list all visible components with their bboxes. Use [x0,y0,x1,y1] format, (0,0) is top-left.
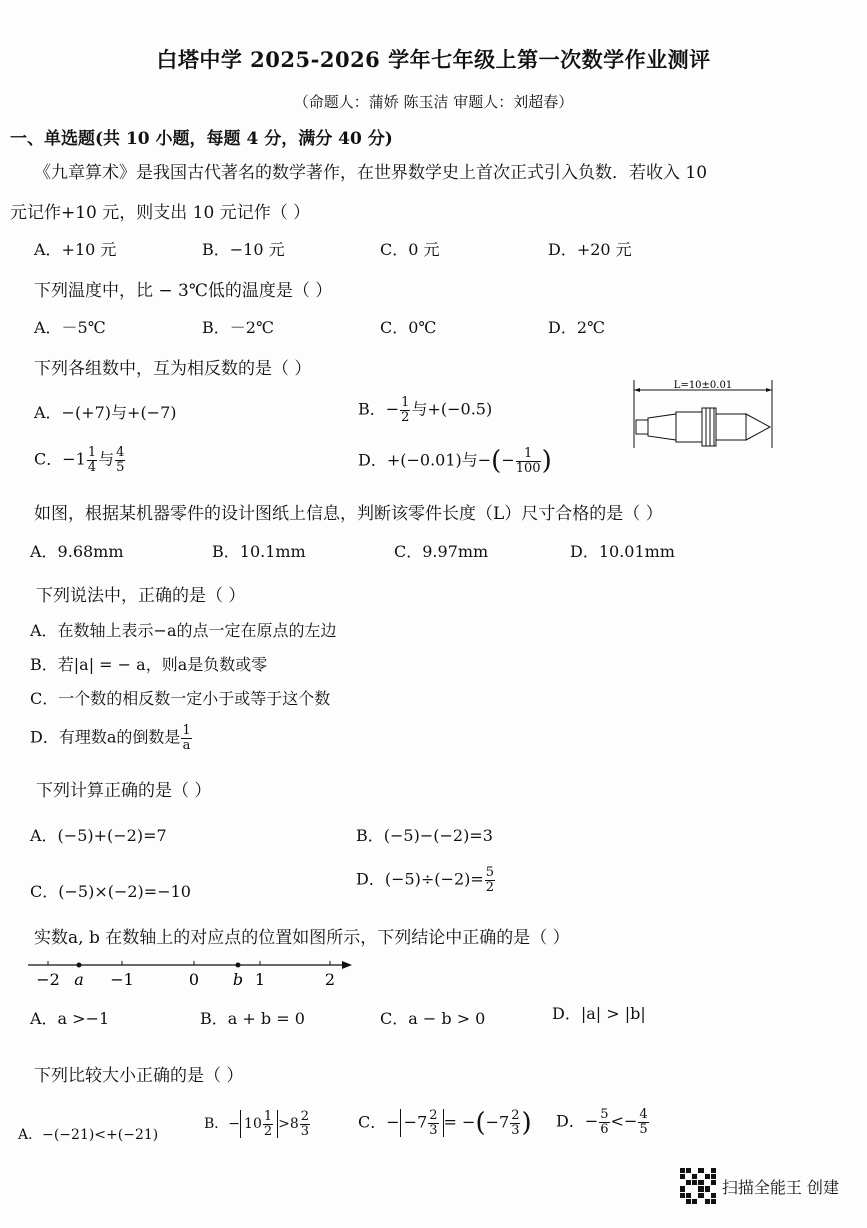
authors-line: （命题人：蒲娇 陈玉洁 审题人：刘超春） [293,93,574,111]
q8-b-den2: 3 [300,1123,310,1139]
q6-d-prefix: D．(−5)÷(−2)= [356,869,484,889]
q8-option-a: A．−(−21)<+(−21) [18,1127,159,1143]
q2-option-a: A．－5℃ [34,318,106,337]
q8-b-num: 1 [263,1109,273,1124]
q4-stem: 如图，根据某机器零件的设计图纸上信息，判断该零件长度（L）尺寸合格的是（ ） [34,504,663,524]
q5-d-den: a [182,737,191,753]
q3-d-minus: − [501,450,515,470]
tick-minus-1: −1 [110,970,134,989]
q5-stem: 下列说法中，正确的是（ ） [36,586,246,606]
q8-d-mid: <− [610,1111,638,1131]
q3-b-fraction [400,396,410,424]
q5-d-num: 1 [182,723,191,738]
q8-c-den: 3 [429,1122,438,1138]
q6-d-fraction [485,866,495,894]
q8-c-int2: −7 [485,1112,510,1132]
q6-option-a: A．(−5)+(−2)=7 [30,826,167,845]
q8-b-prefix: B．− [204,1116,241,1133]
q8-d-prefix: D．− [556,1111,599,1131]
q2-stem: 下列温度中，比 − 3℃低的温度是（ ） [34,281,333,301]
q8-b-mid: >8 [278,1116,299,1133]
machine-part-figure [628,378,778,456]
q8-option-d [556,1108,650,1136]
q1-stem-line1: 《九章算术》是我国古代著名的数学著作，在世界数学史上首次正式引入负数．若收入 10 [34,163,708,183]
q4-option-b: B．10.1mm [212,542,306,561]
q3-d-paren-right: ) [541,446,552,476]
q1-option-c: C．0 元 [380,240,440,259]
q7-option-d: D．|a| > |b| [552,1004,646,1023]
q1-option-d: D．+20 元 [548,240,632,259]
q6-stem: 下列计算正确的是（ ） [36,781,212,801]
q7-option-b: B．a + b = 0 [200,1009,305,1028]
qr-code-icon [680,1168,716,1204]
point-a-dot [77,963,82,968]
q6-option-b: B．(−5)−(−2)=3 [356,826,493,845]
q8-d-fraction [599,1108,609,1136]
q3-c-fraction2 [115,446,125,474]
point-a-label: a [74,970,84,989]
q8-c-num: 2 [429,1107,438,1123]
point-b-label: b [232,970,244,989]
q3-d-den: 100 [515,460,541,476]
q3-stem: 下列各组数中，互为相反数的是（ ） [34,359,312,379]
q5-option-d [30,724,193,752]
q3-d-fraction [516,447,541,475]
q2-option-d: D．2℃ [548,318,605,337]
tick-1: 1 [254,970,266,989]
q3-c-den2: 5 [116,459,125,475]
q3-c-prefix: C．−1 [34,449,86,469]
q8-stem: 下列比较大小正确的是（ ） [34,1066,244,1086]
q4-option-a: A．9.68mm [30,542,124,561]
q3-c-fraction1 [87,446,97,474]
q6-d-num: 5 [485,865,495,880]
q8-b-fraction2 [300,1110,310,1138]
q3-c-num1: 1 [87,445,97,460]
q5-d-prefix: D．有理数a的倒数是 [30,727,181,747]
tick-minus-2: −2 [36,970,60,989]
q3-c-den1: 4 [87,459,97,475]
q8-b-int: 10 [244,1116,262,1133]
q7-stem: 实数a, b 在数轴上的对应点的位置如图所示，下列结论中正确的是（ ） [34,928,570,948]
q3-d-num: 1 [516,447,541,462]
tick-0: 0 [188,970,200,989]
q3-option-c [34,446,126,474]
q3-option-a: A．−(+7)与+(−7) [34,403,177,422]
q5-option-c: C．一个数的相反数一定小于或等于这个数 [30,689,331,708]
q6-option-d [356,866,496,894]
scanner-watermark [680,1168,839,1204]
q3-c-num2: 4 [116,445,125,460]
q8-d-den2: 5 [639,1121,648,1137]
q8-b-fraction [263,1110,273,1138]
q8-c-prefix: C．− [358,1112,400,1132]
q8-option-b [204,1110,311,1138]
q3-d-prefix: D．+(−0.01)与− [358,450,492,470]
q3-d-paren-left: ( [491,446,502,476]
q6-d-den: 2 [485,879,495,895]
q2-option-b: B．－2℃ [202,318,274,337]
q8-c-fraction2 [510,1109,520,1137]
q8-c-int: −7 [403,1112,428,1132]
q3-b-num: 1 [401,395,410,410]
q8-b-num2: 2 [300,1109,310,1124]
q8-c-mid: = − [443,1112,476,1132]
q3-b-prefix: B．− [358,399,400,419]
q8-c-abs [400,1109,444,1137]
q5-option-b: B．若|a| = − a，则a是负数或零 [30,655,268,674]
q8-d-num2: 4 [639,1107,648,1122]
q5-option-a: A．在数轴上表示−a的点一定在原点的左边 [30,621,337,640]
q2-option-c: C．0℃ [380,318,437,337]
number-line-figure [26,955,356,991]
q3-b-suffix: 与+(−0.5) [411,399,493,419]
q7-option-c: C．a − b > 0 [380,1009,486,1028]
q1-option-b: B．−10 元 [202,240,285,259]
q4-option-c: C．9.97mm [394,542,489,561]
q8-c-fraction [428,1109,438,1137]
q7-option-a: A．a >−1 [30,1009,110,1028]
page-title: 白塔中学 2025-2026 学年七年级上第一次数学作业测评 [156,47,711,72]
q8-c-den2: 3 [511,1122,520,1138]
q4-option-d: D．10.01mm [570,542,675,561]
point-b-dot [236,963,241,968]
q6-option-c: C．(−5)×(−2)=−10 [30,882,191,901]
tick-2: 2 [324,970,336,989]
q1-option-a: A．+10 元 [34,240,117,259]
q3-option-b [358,396,492,424]
q3-option-d [358,446,552,476]
q8-b-abs [240,1110,278,1138]
scanner-text: 扫描全能王 创建 [721,1177,839,1197]
q8-option-c: C．− −7 $\frac{2}{3}$ = −(−7 $\frac{2}{3}$ ) [358,1107,532,1138]
q5-d-fraction [181,724,191,752]
section-heading: 一、单选题(共 10 小题，每题 4 分，满分 40 分) [10,129,393,149]
q1-stem-line2: 元记作+10 元，则支出 10 元记作（ ） [10,203,311,223]
q8-d-den: 6 [600,1121,609,1137]
figure-tolerance-label: L=10±0.01 [673,380,733,391]
q8-c-num2: 2 [511,1107,520,1123]
q3-b-den: 2 [401,409,410,425]
q8-d-fraction2 [638,1108,648,1136]
q3-c-mid: 与 [98,449,115,469]
q8-d-num: 5 [600,1107,609,1122]
q8-b-den: 2 [263,1123,273,1139]
